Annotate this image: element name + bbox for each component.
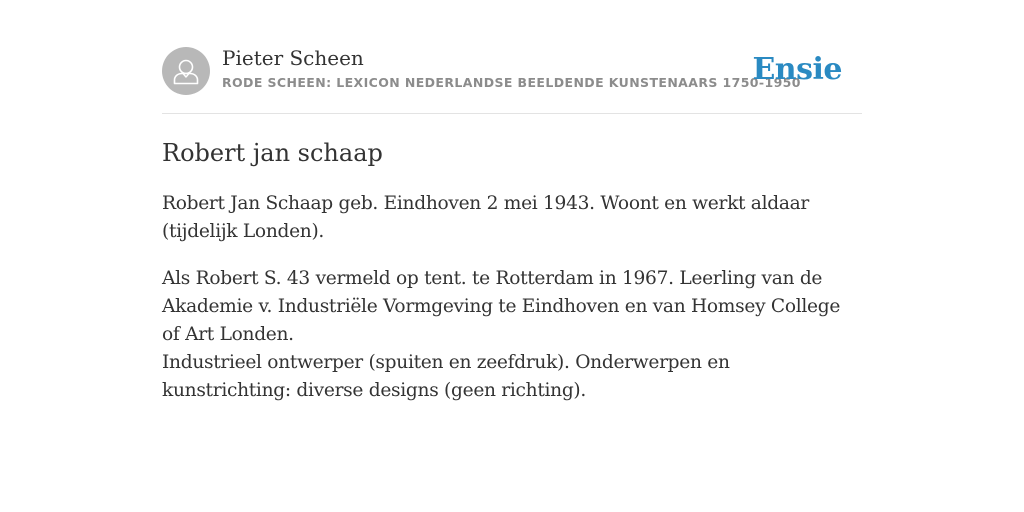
- author-name[interactable]: Pieter Scheen: [222, 46, 364, 70]
- ensie-logo[interactable]: Ensie: [752, 52, 842, 87]
- article-paragraph: Industrieel ontwerper (spuiten en zeefdruk). Onderwerpen en kunstrichting: diverse designs (geen richting).: [162, 352, 730, 401]
- author-avatar[interactable]: [162, 47, 210, 95]
- header-divider: [162, 113, 862, 114]
- author-header: [162, 46, 862, 96]
- article-paragraph: Als Robert S. 43 vermeld op tent. te Rotterdam in 1967. Leerling van de Akademie v. Industriële Vormgeving te Eindhoven en van Homsey College of Art Londen.: [162, 268, 841, 345]
- page-container: [162, 0, 862, 512]
- source-title[interactable]: RODE SCHEEN: LEXICON NEDERLANDSE BEELDENDE KUNSTENAARS 1750-1950: [222, 75, 801, 90]
- article-paragraph: Robert Jan Schaap geb. Eindhoven 2 mei 1943. Woont en werkt aldaar (tijdelijk Londen).: [162, 193, 810, 242]
- user-avatar-icon: [162, 47, 210, 95]
- article-title: Robert jan schaap: [162, 139, 383, 167]
